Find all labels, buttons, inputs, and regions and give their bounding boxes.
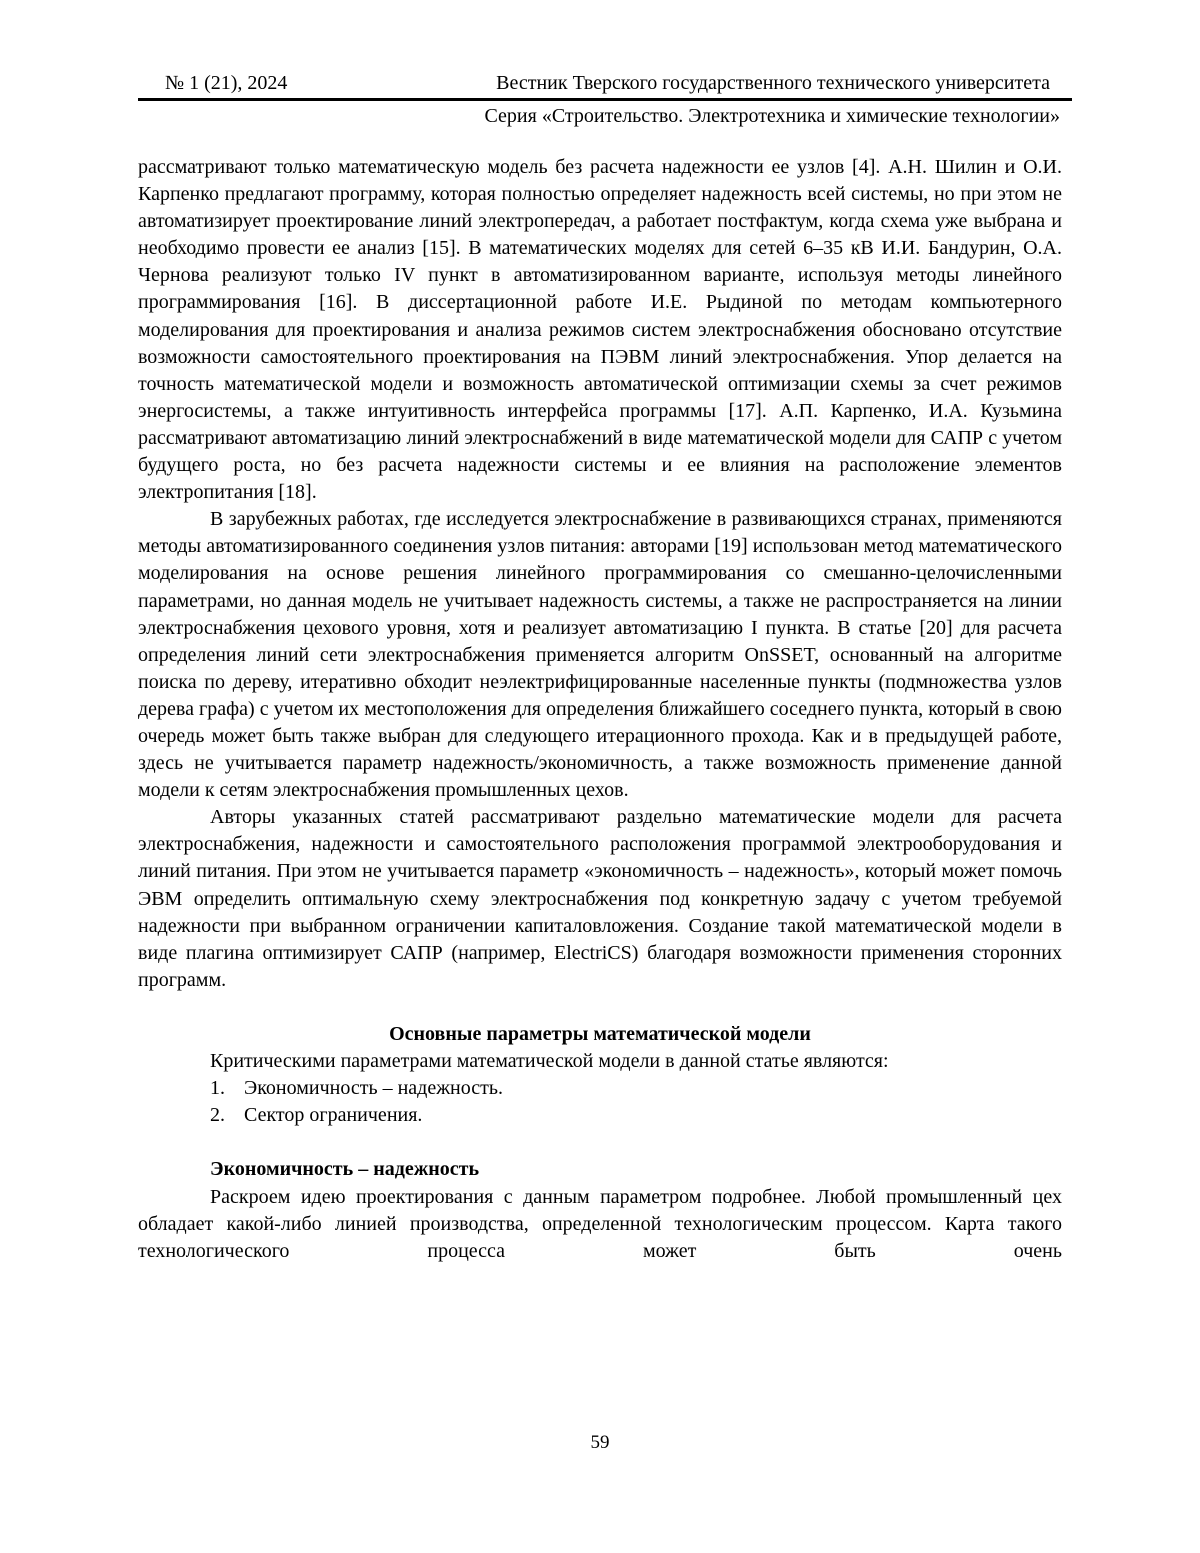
list-number: 2. (210, 1104, 225, 1127)
paragraph: рассматривают только математическую модель без расчета надежности ее узлов [4]. А.Н. Шилин и О.И. Карпенко предлагают программу, которая полностью определяет надежность всей системы, но при этом не автоматизирует проектирование линий электропередач, а работает постфактум, когда схема уже выбрана и необходимо провести ее анализ [15]. В математических моделях для сетей 6–35 кВ И.И. Бандурин, О.А. Чернова реализуют только IV пункт в автоматизированном варианте, используя методы линейного программирования [16]. В диссертационной работе И.Е. Рыдиной по методам компьютерного моделирования для проектирования и анализа режимов систем электроснабжения обосновано отсутствие возможности самостоятельного проектирования на ПЭВМ линий электроснабжения. Упор делается на точность математической модели и возможность автоматической оптимизации схемы за счет режимов энергосистемы, а также интуитивность интерфейса программы [17]. А.П. Карпенко, И.А. Кузьмина рассматривают автоматизацию линий электроснабжений в виде математической модели для САПР с учетом будущего роста, но без расчета надежности системы и ее влияния на расположение элементов электропитания [18]. (138, 156, 1062, 504)
paragraph: Раскроем идею проектирования с данным параметром подробнее. Любой промышленный цех обладает какой-либо линией производства, определенной технологическим процессом. Карта такого технологического процесса может быть очень (138, 1185, 1062, 1262)
article-body (138, 154, 1062, 1265)
spacer (138, 994, 1062, 1021)
header-rule (138, 98, 1072, 101)
list-item (138, 1102, 1062, 1129)
list-text: Сектор ограничения. (244, 1104, 423, 1127)
paragraph: В зарубежных работах, где исследуется электроснабжение в развивающихся странах, применяются методы автоматизированного соединения узлов питания: авторами [19] использован метод математического моделирования на основе решения линейного программирования со смешанно-целочисленными параметрами, но данная модель не учитывает надежность системы, а также не распространяется на линии электроснабжения цехового уровня, хотя и реализует автоматизацию I пункта. В статье [20] для расчета определения линий сети электроснабжения применяется алгоритм OnSSET, основанный на алгоритме поиска по дереву, итеративно обходит неэлектрифицированные населенные пункты (подмножества узлов дерева графа) с учетом их местоположения для определения ближайшего соседнего пункта, который в свою очередь может быть также выбран для следующего итерационного прохода. Как и в предыдущей работе, здесь не учитывается параметр надежность/экономичность, а также возможность применение данной модели к сетям электроснабжения промышленных цехов. (138, 508, 1062, 802)
issue-number: № 1 (21), 2024 (165, 72, 288, 94)
spacer (138, 1129, 1062, 1156)
section-heading: Основные параметры математической модели (389, 1023, 811, 1045)
paragraph: Авторы указанных статей рассматривают раздельно математические модели для расчета электроснабжения, надежности и самостоятельного расположения программой электрооборудования и линий питания. При этом не учитывается параметр «экономичность – надежность», который может помочь ЭВМ определить оптимальную схему электроснабжения под конкретную задачу с учетом требуемой надежности при выбранном ограничении капиталовложения. Создание такой математической модели в виде плагина оптимизирует САПР (например, ElectriCS) благодаря возможности применения сторонних программ. (138, 806, 1062, 991)
paragraph: Критическими параметрами математической модели в данной статье являются: (210, 1050, 889, 1073)
series-title: Серия «Строительство. Электротехника и химические технологии» (484, 105, 1060, 127)
list-number: 1. (210, 1077, 225, 1100)
page-number: 59 (590, 1432, 610, 1453)
list-text: Экономичность – надежность. (244, 1077, 503, 1100)
list-item (138, 1075, 1062, 1102)
journal-title: Вестник Тверского государственного технического университета (496, 72, 1050, 94)
subsection-heading: Экономичность – надежность (210, 1158, 480, 1181)
